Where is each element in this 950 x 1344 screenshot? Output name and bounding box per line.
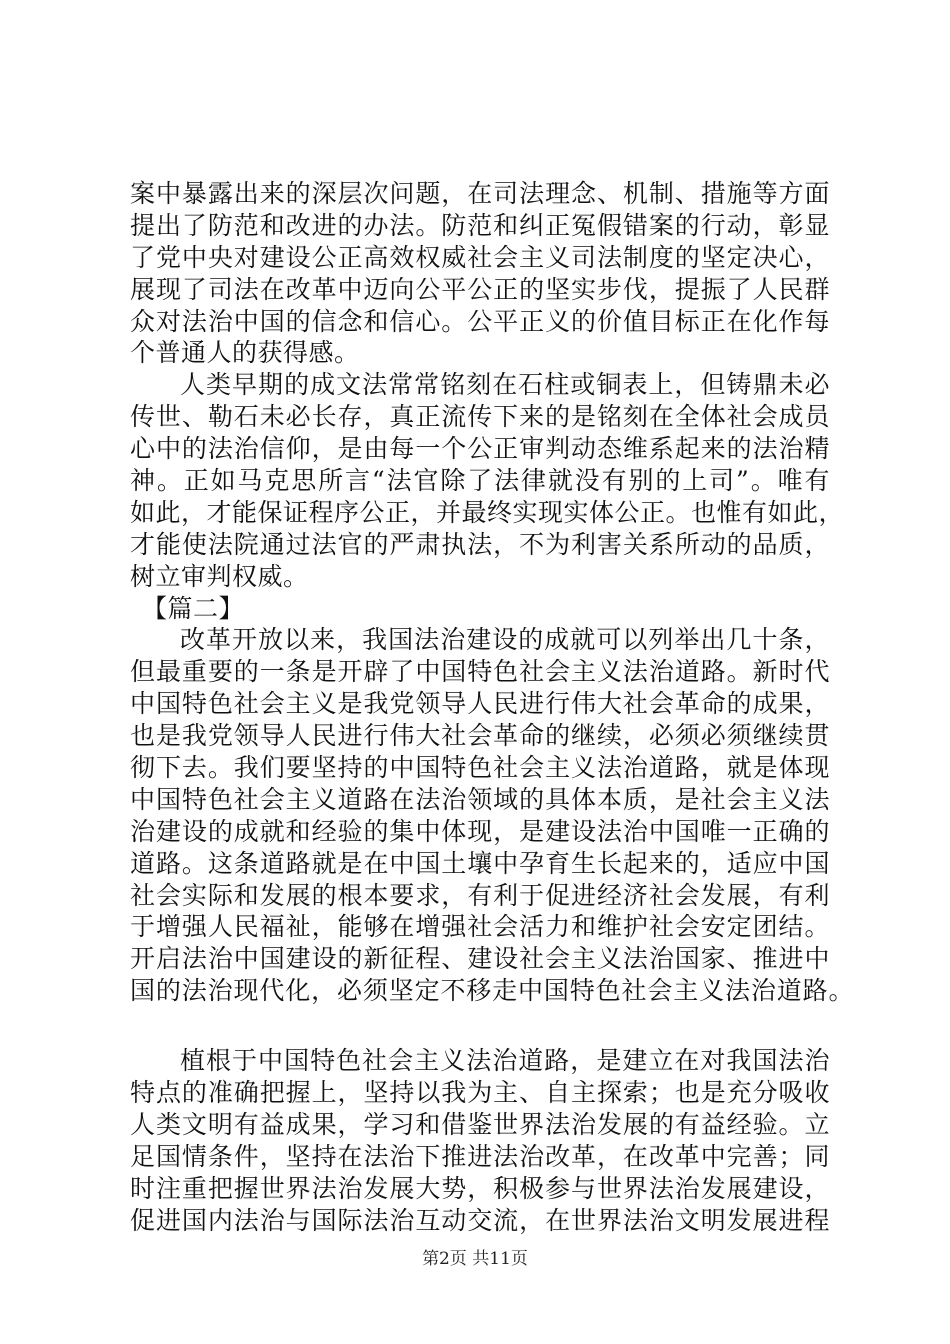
text-line: 人类早期的成文法常常铭刻在石柱或铜表上，但铸鼎未必 <box>180 370 830 400</box>
text-line: 于增强人民福祉，能够在增强社会活力和维护社会安定团结。 <box>130 912 830 942</box>
text-line: 国的法治现代化，必须坚定不移走中国特色社会主义法治道路。 <box>130 976 854 1006</box>
text-line: 树立审判权威。 <box>130 561 309 591</box>
text-line: 促进国内法治与国际法治互动交流，在世界法治文明发展进程 <box>130 1205 830 1235</box>
text-line: 治建设的成就和经验的集中体现，是建设法治中国唯一正确的 <box>130 816 830 846</box>
text-line: 案中暴露出来的深层次问题，在司法理念、机制、措施等方面 <box>130 179 830 208</box>
text-line: 改革开放以来，我国法治建设的成就可以列举出几十条， <box>180 625 830 655</box>
text-line: 如此，才能保证程序公正，并最终实现实体公正。也惟有如此， <box>130 497 845 527</box>
text-line: 道路。这条道路就是在中国土壤中孕育生长起来的，适应中国 <box>130 848 830 878</box>
text-line: 植根于中国特色社会主义法治道路，是建立在对我国法治 <box>180 1046 830 1076</box>
text-line: 也是我党领导人民进行伟大社会革命的继续，必须必须继续贯 <box>130 721 830 751</box>
text-line: 但最重要的一条是开辟了中国特色社会主义法治道路。新时代 <box>130 657 830 687</box>
text-line: 彻下去。我们要坚持的中国特色社会主义法治道路，就是体现 <box>130 753 830 783</box>
text-line: 神。正如马克思所言“法官除了法律就没有别的上司”。唯有 <box>130 466 830 496</box>
text-line: 开启法治中国建设的新征程、建设社会主义法治国家、推进中 <box>130 944 830 974</box>
section-heading: 【篇二】 <box>142 593 245 623</box>
text-line: 了党中央对建设公正高效权威社会主义司法制度的坚定决心， <box>130 242 830 272</box>
text-line: 中国特色社会主义道路在法治领域的具体本质，是社会主义法 <box>130 784 830 814</box>
text-line: 中国特色社会主义是我党领导人民进行伟大社会革命的成果， <box>130 689 830 719</box>
text-line: 才能使法院通过法官的严肃执法，不为利害关系所动的品质， <box>130 529 830 559</box>
paragraph <box>130 178 830 369</box>
text-line: 众对法治中国的信念和信心。公平正义的价值目标正在化作每 <box>130 306 830 336</box>
text-line: 社会实际和发展的根本要求，有利于促进经济社会发展，有利 <box>130 880 830 910</box>
paragraph <box>130 1045 830 1236</box>
text-line: 心中的法治信仰，是由每一个公正审判动态维系起来的法治精 <box>130 434 830 464</box>
text-line: 展现了司法在改革中迈向公平公正的坚实步伐，提振了人民群 <box>130 274 830 304</box>
text-line: 人类文明有益成果，学习和借鉴世界法治发展的有益经验。立 <box>130 1109 830 1139</box>
document-body <box>130 178 854 1237</box>
paragraph-gap <box>130 1007 830 1045</box>
page-number-footer: 第2页 共11页 <box>422 1249 528 1269</box>
paragraph <box>130 369 845 592</box>
text-line: 足国情条件，坚持在法治下推进法治改革，在改革中完善；同 <box>130 1141 830 1171</box>
text-line: 传世、勒石未必长存，真正流传下来的是铭刻在全体社会成员 <box>130 402 830 432</box>
text-line: 特点的准确把握上，坚持以我为主、自主探索；也是充分吸收 <box>130 1078 830 1108</box>
text-line: 提出了防范和改进的办法。防范和纠正冤假错案的行动，彰显 <box>130 210 830 240</box>
text-line: 时注重把握世界法治发展大势，积极参与世界法治发展建设， <box>130 1173 830 1203</box>
text-line: 个普通人的获得感。 <box>130 338 360 368</box>
paragraph <box>130 624 854 1007</box>
